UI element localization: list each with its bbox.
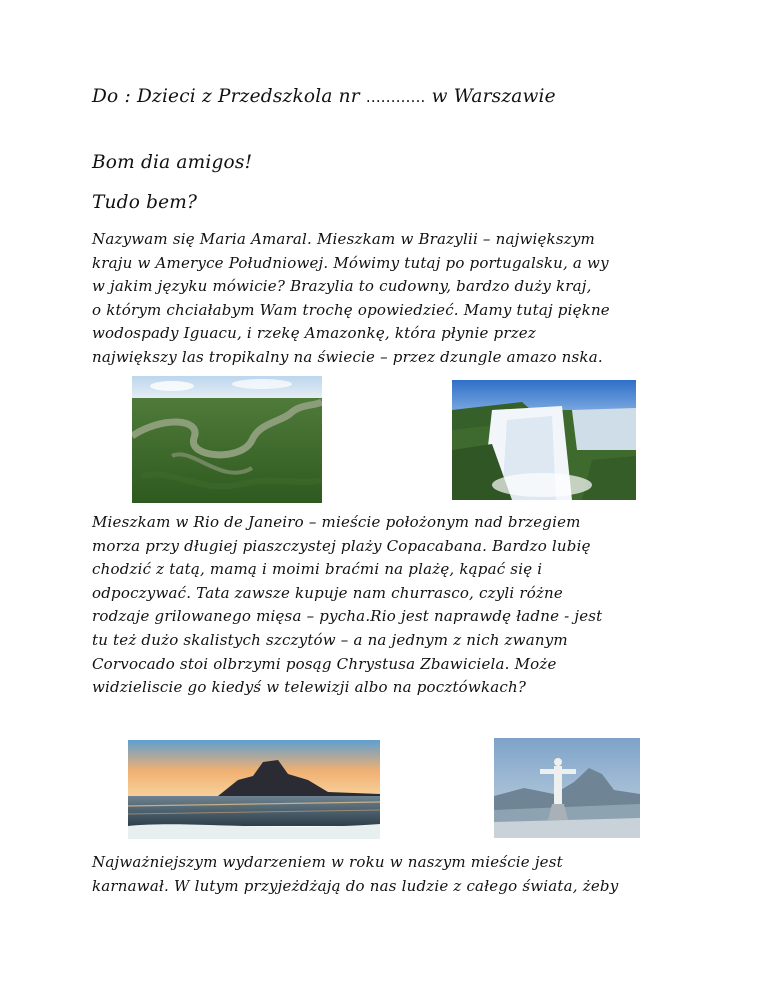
paragraph-line: morza przy długiej piaszczystej plaży Copacabana. Bardzo lubię (92, 536, 591, 555)
amazon-river-photo (132, 376, 322, 503)
paragraph-2 (92, 511, 712, 700)
paragraph-line: Nazywam się Maria Amaral. Mieszkam w Brazylii – największym (92, 230, 595, 248)
paragraph-line: odpoczywać. Tata zawsze kupuje nam churrasco, czyli różne (92, 583, 563, 602)
paragraph-line: karnawał. W lutym przyjeżdżają do nas ludzie z całego świata, żeby (92, 876, 619, 895)
paragraph-line: o którym chciałabym Wam trochę opowiedzieć. Mamy tutaj piękne (92, 300, 610, 319)
paragraph-line: w jakim języku mówicie? Brazylia to cudowny, bardzo duży kraj, (92, 277, 592, 296)
rio-sunset-beach-photo (128, 740, 380, 839)
paragraph-3 (92, 851, 712, 898)
greeting-line-1: Bom dia amigos! (92, 152, 253, 173)
heading-suffix: w Warszawie (431, 86, 556, 107)
christ-redeemer-photo (494, 738, 640, 838)
paragraph-line: kraju w Ameryce Południowej. Mówimy tutaj po portugalsku, a wy (92, 253, 609, 272)
paragraph-line: Najważniejszym wydarzeniem w roku w naszym mieście jest (92, 853, 563, 871)
iguacu-falls-photo (452, 380, 636, 500)
letter-heading (92, 86, 556, 107)
paragraph-line: chodzić z tatą, mamą i moimi braćmi na plażę, kąpać się i (92, 560, 543, 579)
paragraph-line: wodospady Iguacu, i rzekę Amazonkę, która płynie przez (92, 324, 536, 343)
paragraph-1 (92, 228, 712, 370)
paragraph-line: tu też dużo skalistych szczytów – a na jednym z nich zwanym (92, 630, 568, 649)
heading-prefix: Do : Dzieci z Przedszkola nr (92, 86, 360, 107)
heading-dots: ............ (365, 88, 426, 106)
paragraph-line: największy las tropikalny na świecie – przez dzungle amazo nska. (92, 347, 603, 366)
paragraph-line: rodzaje grilowanego mięsa – pycha.Rio jest naprawdę ładne - jest (92, 607, 603, 626)
greeting-line-2: Tudo bem? (92, 192, 198, 213)
paragraph-line: Corvocado stoi olbrzymi posąg Chrystusa Zbawiciela. Może (92, 654, 557, 673)
paragraph-line: Mieszkam w Rio de Janeiro – mieście położonym nad brzegiem (92, 513, 581, 531)
paragraph-line: widzieliscie go kiedyś w telewizji albo na pocztówkach? (92, 678, 527, 697)
